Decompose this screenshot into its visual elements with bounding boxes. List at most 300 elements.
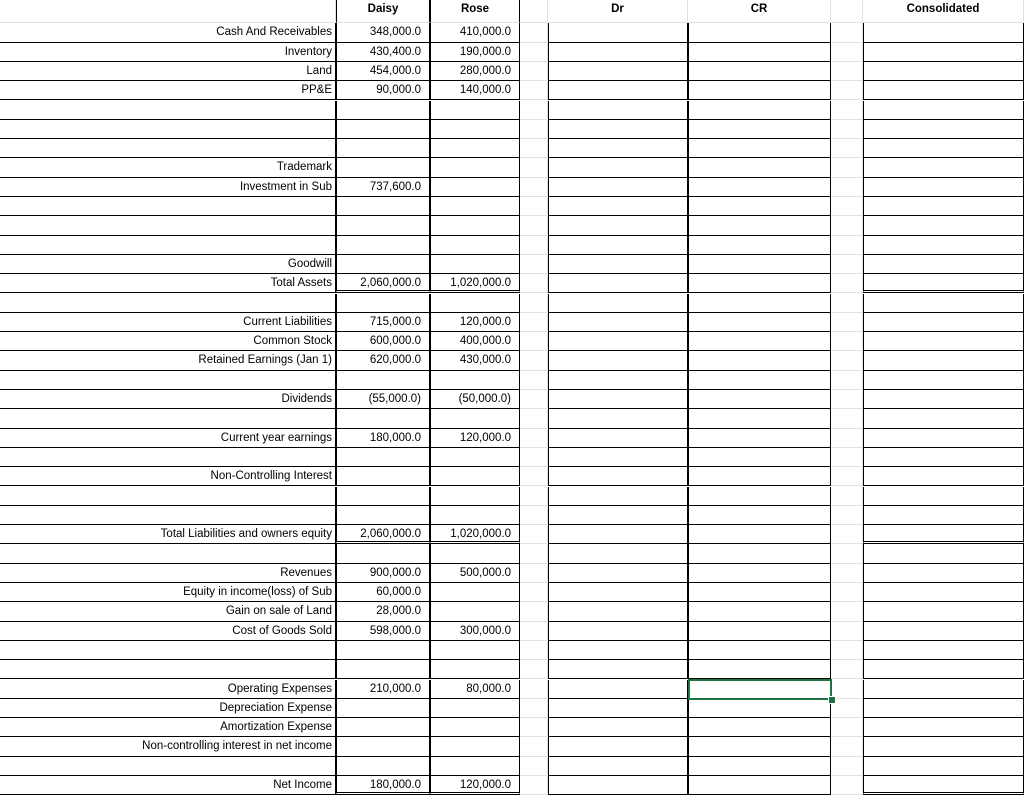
cell-gap1[interactable] [520,583,548,602]
cell-gap1[interactable] [520,81,548,100]
cell-gap1[interactable] [520,429,548,448]
cell-rose[interactable]: 120,000.0 [430,313,520,332]
cell-dr[interactable] [548,332,688,351]
cell-dr[interactable] [548,158,688,177]
cell-daisy[interactable]: 454,000.0 [336,62,430,81]
row-label[interactable]: Operating Expenses [0,680,336,699]
row-label[interactable] [0,197,336,216]
row-label[interactable] [0,294,336,313]
cell-gap1[interactable] [520,757,548,776]
cell-gap2[interactable] [831,351,863,370]
cell-consolidated[interactable] [863,660,1024,679]
cell-cr[interactable] [688,81,831,100]
cell-dr[interactable] [548,236,688,255]
row-label[interactable]: Depreciation Expense [0,699,336,718]
cell-daisy[interactable]: 430,400.0 [336,43,430,62]
cell-dr[interactable] [548,487,688,506]
cell-consolidated[interactable] [863,81,1024,100]
cell-dr[interactable] [548,757,688,776]
row-label[interactable] [0,216,336,235]
cell-cr[interactable] [688,525,831,544]
cell-dr[interactable] [548,43,688,62]
cell-rose[interactable] [430,602,520,621]
cell-gap1[interactable] [520,274,548,293]
header-rose[interactable]: Rose [430,0,520,23]
cell-dr[interactable] [548,294,688,313]
cell-dr[interactable] [548,564,688,583]
selected-cell-outline[interactable] [688,679,832,700]
cell-consolidated[interactable] [863,699,1024,718]
cell-daisy[interactable]: 180,000.0 [336,429,430,448]
cell-cr[interactable] [688,467,831,486]
cell-cr[interactable] [688,641,831,660]
cell-consolidated[interactable] [863,737,1024,756]
cell-consolidated[interactable] [863,294,1024,313]
cell-consolidated[interactable] [863,506,1024,525]
cell-rose[interactable]: 280,000.0 [430,62,520,81]
cell-gap2[interactable] [831,525,863,544]
cell-dr[interactable] [548,351,688,370]
cell-daisy[interactable] [336,255,430,274]
cell-gap2[interactable] [831,544,863,563]
cell-daisy[interactable] [336,544,430,563]
row-label[interactable]: Total Assets [0,274,336,293]
cell-dr[interactable] [548,641,688,660]
cell-gap2[interactable] [831,62,863,81]
cell-consolidated[interactable] [863,583,1024,602]
cell-gap2[interactable] [831,23,863,42]
cell-daisy[interactable] [336,641,430,660]
row-label[interactable] [0,641,336,660]
cell-rose[interactable] [430,216,520,235]
cell-gap2[interactable] [831,158,863,177]
cell-cr[interactable] [688,178,831,197]
cell-gap2[interactable] [831,274,863,293]
cell-rose[interactable] [430,487,520,506]
cell-cr[interactable] [688,718,831,737]
cell-rose[interactable] [430,467,520,486]
cell-rose[interactable] [430,757,520,776]
cell-consolidated[interactable] [863,429,1024,448]
cell-gap1[interactable] [520,62,548,81]
cell-cr[interactable] [688,216,831,235]
row-label[interactable]: Cost of Goods Sold [0,622,336,641]
cell-gap2[interactable] [831,602,863,621]
cell-daisy[interactable]: 60,000.0 [336,583,430,602]
cell-gap2[interactable] [831,390,863,409]
cell-consolidated[interactable] [863,409,1024,428]
cell-gap1[interactable] [520,390,548,409]
cell-consolidated[interactable] [863,544,1024,563]
header-label[interactable] [0,0,336,23]
cell-gap2[interactable] [831,660,863,679]
cell-dr[interactable] [548,62,688,81]
cell-rose[interactable] [430,641,520,660]
cell-gap1[interactable] [520,467,548,486]
cell-consolidated[interactable] [863,43,1024,62]
cell-dr[interactable] [548,81,688,100]
cell-rose[interactable]: 120,000.0 [430,776,520,795]
row-label[interactable]: Net Income [0,776,336,795]
cell-gap2[interactable] [831,467,863,486]
cell-rose[interactable] [430,699,520,718]
cell-rose[interactable]: 400,000.0 [430,332,520,351]
cell-dr[interactable] [548,101,688,120]
row-label[interactable]: Trademark [0,158,336,177]
cell-consolidated[interactable] [863,371,1024,390]
cell-consolidated[interactable] [863,332,1024,351]
cell-cr[interactable] [688,699,831,718]
cell-rose[interactable]: 410,000.0 [430,23,520,42]
cell-dr[interactable] [548,197,688,216]
cell-daisy[interactable]: 715,000.0 [336,313,430,332]
cell-dr[interactable] [548,390,688,409]
cell-consolidated[interactable] [863,23,1024,42]
row-label[interactable] [0,409,336,428]
cell-rose[interactable] [430,101,520,120]
cell-dr[interactable] [548,525,688,544]
cell-cr[interactable] [688,236,831,255]
cell-cr[interactable] [688,101,831,120]
cell-gap1[interactable] [520,313,548,332]
cell-gap1[interactable] [520,641,548,660]
row-label[interactable] [0,101,336,120]
cell-gap1[interactable] [520,506,548,525]
cell-consolidated[interactable] [863,313,1024,332]
cell-gap1[interactable] [520,699,548,718]
cell-gap2[interactable] [831,564,863,583]
cell-consolidated[interactable] [863,197,1024,216]
cell-gap2[interactable] [831,216,863,235]
cell-gap1[interactable] [520,158,548,177]
cell-gap1[interactable] [520,351,548,370]
cell-gap2[interactable] [831,43,863,62]
cell-daisy[interactable] [336,487,430,506]
cell-consolidated[interactable] [863,487,1024,506]
cell-daisy[interactable] [336,718,430,737]
cell-dr[interactable] [548,120,688,139]
cell-gap2[interactable] [831,641,863,660]
header-cr[interactable]: CR [688,0,831,23]
row-label[interactable]: Total Liabilities and owners equity [0,525,336,544]
cell-rose[interactable]: 430,000.0 [430,351,520,370]
cell-consolidated[interactable] [863,62,1024,81]
cell-dr[interactable] [548,467,688,486]
cell-gap1[interactable] [520,178,548,197]
cell-rose[interactable] [430,506,520,525]
cell-gap2[interactable] [831,718,863,737]
row-label[interactable] [0,506,336,525]
cell-cr[interactable] [688,544,831,563]
row-label[interactable]: Dividends [0,390,336,409]
cell-cr[interactable] [688,139,831,158]
cell-dr[interactable] [548,506,688,525]
cell-daisy[interactable] [336,216,430,235]
cell-cr[interactable] [688,429,831,448]
cell-consolidated[interactable] [863,448,1024,467]
cell-dr[interactable] [548,255,688,274]
cell-consolidated[interactable] [863,178,1024,197]
cell-gap2[interactable] [831,255,863,274]
cell-rose[interactable] [430,158,520,177]
cell-cr[interactable] [688,255,831,274]
cell-dr[interactable] [548,776,688,795]
cell-daisy[interactable]: 900,000.0 [336,564,430,583]
cell-consolidated[interactable] [863,101,1024,120]
row-label[interactable]: Cash And Receivables [0,23,336,42]
row-label[interactable]: Current Liabilities [0,313,336,332]
row-label[interactable] [0,120,336,139]
cell-rose[interactable] [430,583,520,602]
row-label[interactable]: Land [0,62,336,81]
cell-cr[interactable] [688,583,831,602]
cell-dr[interactable] [548,139,688,158]
cell-gap1[interactable] [520,255,548,274]
cell-daisy[interactable]: 90,000.0 [336,81,430,100]
cell-gap1[interactable] [520,43,548,62]
cell-cr[interactable] [688,409,831,428]
cell-consolidated[interactable] [863,351,1024,370]
cell-cr[interactable] [688,737,831,756]
cell-cr[interactable] [688,757,831,776]
cell-gap2[interactable] [831,371,863,390]
cell-cr[interactable] [688,622,831,641]
cell-consolidated[interactable] [863,158,1024,177]
cell-gap1[interactable] [520,660,548,679]
cell-rose[interactable]: 140,000.0 [430,81,520,100]
cell-rose[interactable] [430,236,520,255]
cell-dr[interactable] [548,216,688,235]
cell-cr[interactable] [688,487,831,506]
cell-daisy[interactable] [336,101,430,120]
cell-rose[interactable]: 1,020,000.0 [430,525,520,544]
cell-cr[interactable] [688,564,831,583]
cell-daisy[interactable]: 180,000.0 [336,776,430,795]
cell-gap1[interactable] [520,216,548,235]
cell-consolidated[interactable] [863,776,1024,795]
cell-gap2[interactable] [831,139,863,158]
cell-daisy[interactable] [336,139,430,158]
cell-cr[interactable] [688,313,831,332]
cell-consolidated[interactable] [863,622,1024,641]
cell-dr[interactable] [548,660,688,679]
cell-rose[interactable] [430,371,520,390]
cell-daisy[interactable]: 348,000.0 [336,23,430,42]
cell-cr[interactable] [688,506,831,525]
cell-gap1[interactable] [520,776,548,795]
cell-gap2[interactable] [831,197,863,216]
cell-rose[interactable] [430,409,520,428]
cell-gap2[interactable] [831,757,863,776]
cell-gap2[interactable] [831,776,863,795]
cell-dr[interactable] [548,448,688,467]
cell-daisy[interactable] [336,294,430,313]
cell-daisy[interactable] [336,737,430,756]
cell-dr[interactable] [548,23,688,42]
cell-gap2[interactable] [831,429,863,448]
cell-daisy[interactable] [336,757,430,776]
cell-cr[interactable] [688,371,831,390]
cell-gap1[interactable] [520,525,548,544]
cell-rose[interactable] [430,178,520,197]
cell-gap1[interactable] [520,120,548,139]
cell-daisy[interactable] [336,371,430,390]
cell-dr[interactable] [548,274,688,293]
cell-daisy[interactable]: 2,060,000.0 [336,525,430,544]
cell-gap1[interactable] [520,139,548,158]
cell-gap1[interactable] [520,680,548,699]
cell-gap2[interactable] [831,294,863,313]
cell-gap1[interactable] [520,294,548,313]
cell-cr[interactable] [688,390,831,409]
row-label[interactable]: Goodwill [0,255,336,274]
cell-cr[interactable] [688,158,831,177]
cell-consolidated[interactable] [863,641,1024,660]
cell-consolidated[interactable] [863,255,1024,274]
cell-consolidated[interactable] [863,757,1024,776]
cell-daisy[interactable]: 600,000.0 [336,332,430,351]
spacer-cell[interactable] [520,0,548,23]
cell-gap2[interactable] [831,487,863,506]
cell-gap1[interactable] [520,371,548,390]
cell-gap2[interactable] [831,332,863,351]
row-label[interactable]: Retained Earnings (Jan 1) [0,351,336,370]
cell-rose[interactable] [430,660,520,679]
row-label[interactable] [0,236,336,255]
cell-daisy[interactable]: 598,000.0 [336,622,430,641]
cell-rose[interactable]: 300,000.0 [430,622,520,641]
cell-gap1[interactable] [520,23,548,42]
cell-cr[interactable] [688,23,831,42]
cell-daisy[interactable] [336,197,430,216]
row-label[interactable] [0,487,336,506]
cell-rose[interactable]: 120,000.0 [430,429,520,448]
cell-cr[interactable] [688,120,831,139]
row-label[interactable] [0,544,336,563]
cell-dr[interactable] [548,718,688,737]
cell-gap2[interactable] [831,622,863,641]
row-label[interactable]: Common Stock [0,332,336,351]
cell-dr[interactable] [548,371,688,390]
cell-gap1[interactable] [520,197,548,216]
cell-dr[interactable] [548,544,688,563]
cell-dr[interactable] [548,583,688,602]
cell-dr[interactable] [548,699,688,718]
cell-dr[interactable] [548,313,688,332]
cell-gap1[interactable] [520,332,548,351]
cell-dr[interactable] [548,680,688,699]
header-daisy[interactable]: Daisy [336,0,430,23]
spacer-cell[interactable] [831,0,863,23]
cell-rose[interactable] [430,544,520,563]
cell-rose[interactable]: 500,000.0 [430,564,520,583]
cell-daisy[interactable] [336,158,430,177]
cell-rose[interactable] [430,718,520,737]
cell-cr[interactable] [688,602,831,621]
cell-rose[interactable] [430,197,520,216]
cell-cr[interactable] [688,197,831,216]
cell-gap2[interactable] [831,120,863,139]
cell-rose[interactable] [430,120,520,139]
cell-consolidated[interactable] [863,467,1024,486]
cell-rose[interactable] [430,448,520,467]
cell-rose[interactable] [430,737,520,756]
cell-consolidated[interactable] [863,139,1024,158]
cell-gap2[interactable] [831,506,863,525]
cell-gap2[interactable] [831,583,863,602]
row-label[interactable]: Investment in Sub [0,178,336,197]
cell-gap1[interactable] [520,564,548,583]
row-label[interactable]: PP&E [0,81,336,100]
row-label[interactable] [0,371,336,390]
cell-daisy[interactable]: 2,060,000.0 [336,274,430,293]
cell-consolidated[interactable] [863,390,1024,409]
row-label[interactable]: Revenues [0,564,336,583]
cell-consolidated[interactable] [863,274,1024,293]
cell-consolidated[interactable] [863,680,1024,699]
cell-gap2[interactable] [831,178,863,197]
row-label[interactable]: Gain on sale of Land [0,602,336,621]
cell-consolidated[interactable] [863,236,1024,255]
cell-gap1[interactable] [520,236,548,255]
cell-gap2[interactable] [831,313,863,332]
row-label[interactable]: Inventory [0,43,336,62]
cell-daisy[interactable]: 737,600.0 [336,178,430,197]
cell-consolidated[interactable] [863,216,1024,235]
fill-handle[interactable] [828,696,836,704]
cell-daisy[interactable] [336,448,430,467]
cell-consolidated[interactable] [863,525,1024,544]
cell-daisy[interactable] [336,467,430,486]
cell-gap2[interactable] [831,236,863,255]
cell-gap1[interactable] [520,737,548,756]
cell-dr[interactable] [548,737,688,756]
cell-cr[interactable] [688,332,831,351]
cell-gap2[interactable] [831,737,863,756]
header-dr[interactable]: Dr [548,0,688,23]
cell-gap1[interactable] [520,544,548,563]
cell-daisy[interactable]: (55,000.0) [336,390,430,409]
cell-cr[interactable] [688,351,831,370]
row-label[interactable] [0,660,336,679]
cell-consolidated[interactable] [863,564,1024,583]
cell-gap1[interactable] [520,718,548,737]
cell-rose[interactable] [430,294,520,313]
row-label[interactable]: Current year earnings [0,429,336,448]
cell-dr[interactable] [548,429,688,448]
cell-gap2[interactable] [831,409,863,428]
header-consolidated[interactable]: Consolidated [863,0,1024,23]
cell-dr[interactable] [548,409,688,428]
cell-dr[interactable] [548,602,688,621]
cell-consolidated[interactable] [863,120,1024,139]
cell-daisy[interactable] [336,236,430,255]
cell-rose[interactable] [430,139,520,158]
cell-gap2[interactable] [831,101,863,120]
cell-gap1[interactable] [520,602,548,621]
cell-gap1[interactable] [520,487,548,506]
row-label[interactable]: Amortization Expense [0,718,336,737]
cell-dr[interactable] [548,622,688,641]
cell-cr[interactable] [688,448,831,467]
cell-rose[interactable]: (50,000.0) [430,390,520,409]
cell-daisy[interactable]: 28,000.0 [336,602,430,621]
cell-cr[interactable] [688,274,831,293]
cell-gap1[interactable] [520,101,548,120]
cell-gap1[interactable] [520,448,548,467]
row-label[interactable]: Non-controlling interest in net income [0,737,336,756]
cell-daisy[interactable] [336,409,430,428]
